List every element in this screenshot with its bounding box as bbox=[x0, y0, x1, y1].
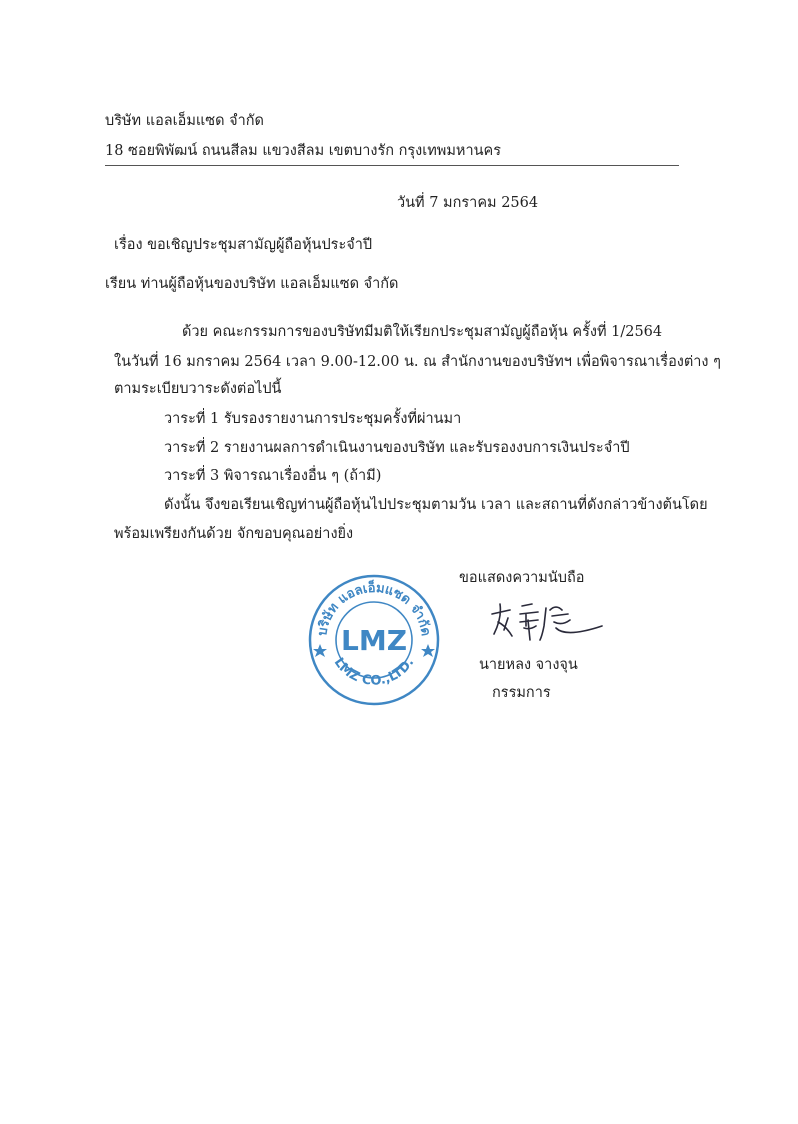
letter-date: วันที่ 7 มกราคม 2564 bbox=[397, 195, 539, 211]
agenda-item-2: วาระที่ 2 รายงานผลการดำเนินงานของบริษัท และรับรองงบการเงินประจำปี bbox=[164, 440, 630, 456]
agenda-item-3: วาระที่ 3 พิจารณาเรื่องอื่น ๆ (ถ้ามี) bbox=[164, 468, 382, 484]
svg-text:LMZ CO.,LTD.: LMZ CO.,LTD. bbox=[330, 655, 418, 689]
regards-text: ขอแสดงความนับถือ bbox=[459, 570, 585, 586]
company-address: 18 ซอยพิพัฒน์ ถนนสีลม แขวงสีลม เขตบางรัก กรุงเทพมหานคร bbox=[105, 143, 501, 159]
signer-name: นายหลง จางจุน bbox=[479, 657, 578, 673]
agenda-item-1: วาระที่ 1 รับรองรายงานการประชุมครั้งที่ผ่านมา bbox=[164, 411, 462, 427]
svg-text:บริษัท แอลเอ็มแซด จำกัด: บริษัท แอลเอ็มแซด จำกัด bbox=[315, 580, 433, 638]
header-divider bbox=[105, 165, 679, 166]
body-line-2: ในวันที่ 16 มกราคม 2564 เวลา 9.00-12.00 น. ณ สำนักงานของบริษัทฯ เพื่อพิจารณาเรื่องต่าง ๆ bbox=[114, 354, 721, 370]
closing-line-2: พร้อมเพรียงกันด้วย จักขอบคุณอย่างยิ่ง bbox=[114, 526, 354, 542]
company-name: บริษัท แอลเอ็มแซด จำกัด bbox=[105, 113, 264, 129]
body-line-3: ตามระเบียบวาระดังต่อไปนี้ bbox=[114, 381, 282, 397]
body-line-1: ด้วย คณะกรรมการของบริษัทมีมติให้เรียกประชุมสามัญผู้ถือหุ้น ครั้งที่ 1/2564 bbox=[182, 324, 663, 340]
letter-subject: เรื่อง ขอเชิญประชุมสามัญผู้ถือหุ้นประจำปี bbox=[114, 237, 373, 253]
closing-line-1: ดังนั้น จึงขอเรียนเชิญท่านผู้ถือหุ้นไปประชุมตามวัน เวลา และสถานที่ดังกล่าวข้างต้นโดย bbox=[164, 497, 708, 513]
svg-text:LMZ: LMZ bbox=[340, 624, 408, 657]
letter-recipient: เรียน ท่านผู้ถือหุ้นของบริษัท แอลเอ็มแซด จำกัด bbox=[105, 276, 399, 292]
handwritten-signature bbox=[484, 596, 606, 646]
signer-title: กรรมการ bbox=[492, 685, 551, 701]
company-seal-stamp bbox=[306, 572, 442, 708]
